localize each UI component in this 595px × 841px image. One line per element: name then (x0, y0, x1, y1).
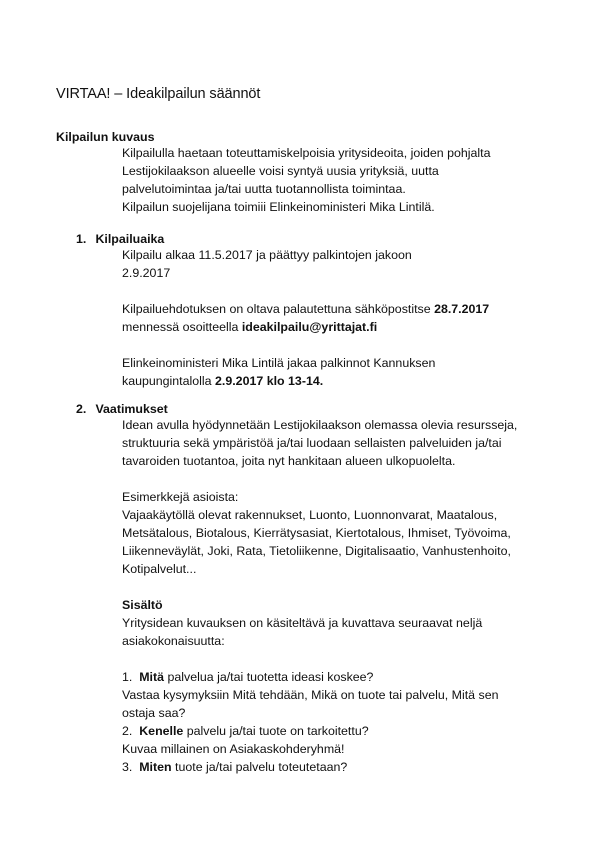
intro-heading: Kilpailun kuvaus (56, 130, 155, 144)
section1-p2-line (122, 300, 562, 318)
question-1 (122, 668, 562, 686)
submission-address-text: mennessä osoitteella (122, 320, 242, 334)
question-2 (122, 722, 562, 740)
content-line: Yritysidean kuvauksen on käsiteltävä ja kuvattava seuraavat neljä (122, 616, 483, 630)
content-line: asiakokonaisuutta: (122, 634, 225, 648)
page-title: VIRTAA! – Ideakilpailun säännöt (56, 86, 261, 102)
question-3-text: tuote ja/tai palvelu toteutetaan? (171, 760, 348, 774)
question-2-note: Kuvaa millainen on Asiakaskohderyhmä! (122, 742, 345, 756)
award-time: 2.9.2017 klo 13-14. (215, 374, 324, 388)
section1-p1-line: Kilpailu alkaa 11.5.2017 ja päättyy palkintojen jakoon (122, 248, 412, 262)
examples-line: Metsätalous, Biotalous, Kierrätysasiat, Kiertotalous, Ihmiset, Työvoima, (122, 526, 511, 540)
intro-line: Lestijokilaakson alueelle voisi syntyä uusia yrityksiä, uutta (122, 164, 439, 178)
question-1-note: Vastaa kysymyksiin Mitä tehdään, Mikä on tuote tai palvelu, Mitä sen (122, 688, 499, 702)
intro-line: Kilpailulla haetaan toteuttamiskelpoisia yritysideoita, joiden pohjalta (122, 146, 491, 160)
section1-p3-line: Elinkeinoministeri Mika Lintilä jakaa palkinnot Kannuksen (122, 356, 436, 370)
intro-text (122, 144, 562, 216)
section2-title: Vaatimukset (95, 402, 168, 416)
section1-text (122, 246, 562, 390)
question-3 (122, 758, 562, 776)
question-2-text: palvelu ja/tai tuote on tarkoitettu? (183, 724, 369, 738)
section1-p3-line (122, 372, 562, 390)
examples-label: Esimerkkejä asioista: (122, 490, 239, 504)
section1-title: Kilpailuaika (95, 232, 165, 246)
question-3-number: 3. (122, 760, 133, 774)
intro-line: palvelutoimintaa ja/tai uutta tuotannollista toimintaa. (122, 182, 406, 196)
examples-line: Liikenneväylät, Joki, Rata, Tietoliikenne, Digitalisaatio, Vanhustenhoito, (122, 544, 511, 558)
section2-number: 2. (76, 402, 87, 416)
intro-line: Kilpailun suojelijana toimiii Elinkeinoministeri Mika Lintilä. (122, 200, 435, 214)
examples-line: Kotipalvelut... (122, 562, 197, 576)
examples-line: Vajaakäytöllä olevat rakennukset, Luonto, Luonnonvarat, Maatalous, (122, 508, 498, 522)
question-1-keyword: Mitä (139, 670, 165, 684)
requirements-line: Idean avulla hyödynnetään Lestijokilaakson olemassa olevia resursseja, (122, 418, 518, 432)
section1-p2-line (122, 318, 562, 336)
section1-number: 1. (76, 232, 87, 246)
section2-text (122, 416, 562, 776)
question-1-number: 1. (122, 670, 133, 684)
question-1-text: palvelua ja/tai tuotetta ideasi koskee? (164, 670, 374, 684)
submission-deadline: 28.7.2017 (434, 302, 490, 316)
section1-p1-line: 2.9.2017 (122, 266, 171, 280)
requirements-line: struktuuria sekä ympäristöä ja/tai luodaan sellaisten palveluiden ja/tai (122, 436, 502, 450)
question-1-note: ostaja saa? (122, 706, 186, 720)
content-heading: Sisältö (122, 598, 163, 612)
submission-email: ideakilpailu@yrittajat.fi (241, 320, 378, 334)
question-2-keyword: Kenelle (139, 724, 184, 738)
submission-text: Kilpailuehdotuksen on oltava palautettuna sähköpostitse (122, 302, 435, 316)
award-location-text: kaupungintalolla (122, 374, 216, 388)
question-3-keyword: Miten (139, 760, 172, 774)
question-2-number: 2. (122, 724, 133, 738)
requirements-line: tavaroiden tuotantoa, joita nyt hankitaan alueen ulkopuolelta. (122, 454, 456, 468)
